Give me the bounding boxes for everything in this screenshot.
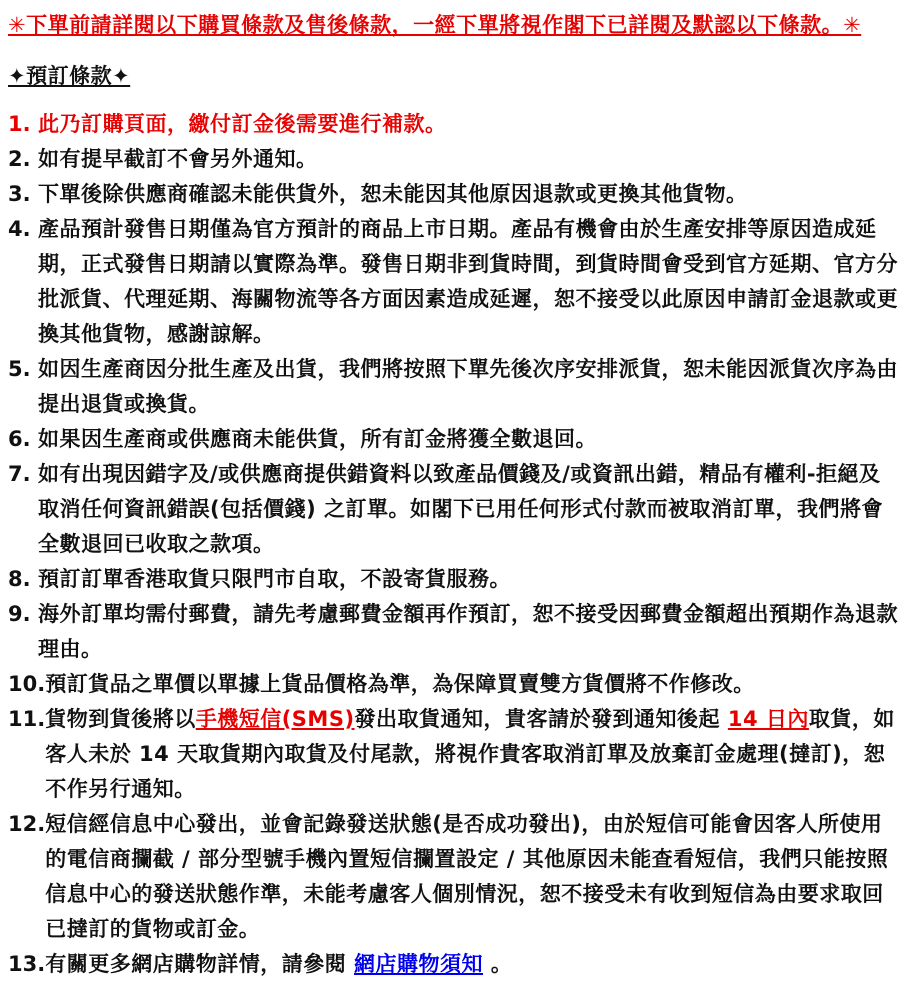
term-text: 預訂訂單香港取貨只限門市自取，不設寄貨服務。	[38, 567, 511, 591]
term-item-8	[8, 562, 899, 597]
page-title: ✳下單前請詳閱以下購買條款及售後條款，一經下單將視作閣下已詳閱及默認以下條款。✳	[8, 13, 862, 37]
term-text: 預訂貨品之單價以單據上貨品價格為準，為保障買賣雙方貨價將不作修改。	[45, 672, 755, 696]
term-number: 4.	[8, 217, 31, 241]
term-text: 下單後除供應商確認未能供貨外，恕未能因其他原因退款或更換其他貨物。	[38, 182, 748, 206]
term-item-7	[8, 457, 899, 562]
store-shopping-notice-link[interactable]: 網店購物須知	[354, 952, 484, 976]
term-item-9	[8, 597, 899, 667]
term-text	[45, 702, 899, 807]
term-item-12	[8, 807, 899, 947]
term-item-6	[8, 422, 899, 457]
term-text-segment: 有關更多網店購物詳情，請參閱	[45, 952, 355, 976]
term-item-13	[8, 947, 899, 982]
term-number: 5.	[8, 357, 31, 381]
term-item-5	[8, 352, 899, 422]
term-text: 如有提早截訂不會另外通知。	[38, 147, 318, 171]
term-text	[45, 947, 899, 982]
term-text: 如有出現因錯字及/或供應商提供錯資料以致產品價錢及/或資訊出錯，精品有權利-拒絕及取消任何資訊錯誤(包括價錢) 之訂單。如閣下已用任何形式付款而被取消訂單，我們將會全數退回已收取之款項。	[38, 462, 884, 556]
term-text: 產品預計發售日期僅為官方預計的商品上市日期。產品有機會由於生產安排等原因造成延期，正式發售日期請以實際為準。發售日期非到貨時間，到貨時間會受到官方延期、官方分批派貨、代理延期、海關物流等各方面因素造成延遲，恕不接受以此原因申請訂金退款或更換其他貨物，感謝諒解。	[38, 217, 898, 346]
term-item-10	[8, 667, 899, 702]
term-text-segment: 貨物到貨後將以	[45, 707, 196, 731]
term-item-11	[8, 702, 899, 807]
term-text-segment: 取貨，如客人未於 14 天取貨期內取貨及付尾款，將視作貴客取消訂單及放棄訂金處理(撻訂)，恕不作另行通知。	[45, 707, 895, 801]
term-item-1	[8, 107, 899, 142]
term-number: 8.	[8, 567, 31, 591]
term-text: 海外訂單均需付郵費，請先考慮郵費金額再作預訂，恕不接受因郵費金額超出預期作為退款理由。	[38, 602, 898, 661]
term-number: 6.	[8, 427, 31, 451]
term-item-4	[8, 212, 899, 352]
term-text: 如果因生產商或供應商未能供貨，所有訂金將獲全數退回。	[38, 427, 597, 451]
term-number: 7.	[8, 462, 31, 486]
term-text-segment: 。	[483, 952, 513, 976]
section-heading: ✦預訂條款✦	[8, 64, 131, 88]
term-number: 10.	[8, 672, 46, 696]
term-number: 13.	[8, 952, 46, 976]
term-number: 2.	[8, 147, 31, 171]
term-item-3	[8, 177, 899, 212]
term-text: 短信經信息中心發出，並會記錄發送狀態(是否成功發出)，由於短信可能會因客人所使用的電信商攔截 / 部分型號手機內置短信攔置設定 / 其他原因未能查看短信，我們只能按照信息中心的發送狀態作準，未能考慮客人個別情況，恕不接受未有收到短信為由要求取回已撻訂的貨物或訂金。	[45, 812, 889, 941]
term-text: 如因生產商因分批生產及出貨，我們將按照下單先後次序安排派貨，恕未能因派貨次序為由提出退貨或換貨。	[38, 357, 898, 416]
term-item-2	[8, 142, 899, 177]
terms-list	[8, 107, 899, 982]
term-number: 9.	[8, 602, 31, 626]
term-number: 1.	[8, 112, 31, 136]
term-number: 11.	[8, 707, 46, 731]
sms-highlight: 手機短信(SMS)	[195, 707, 355, 731]
term-number: 12.	[8, 812, 46, 836]
pickup-days-highlight: 14 日內	[727, 707, 809, 731]
term-text: 此乃訂購頁面，繳付訂金後需要進行補款。	[38, 112, 447, 136]
term-number: 3.	[8, 182, 31, 206]
term-text-segment: 發出取貨通知，貴客請於發到通知後起	[354, 707, 728, 731]
